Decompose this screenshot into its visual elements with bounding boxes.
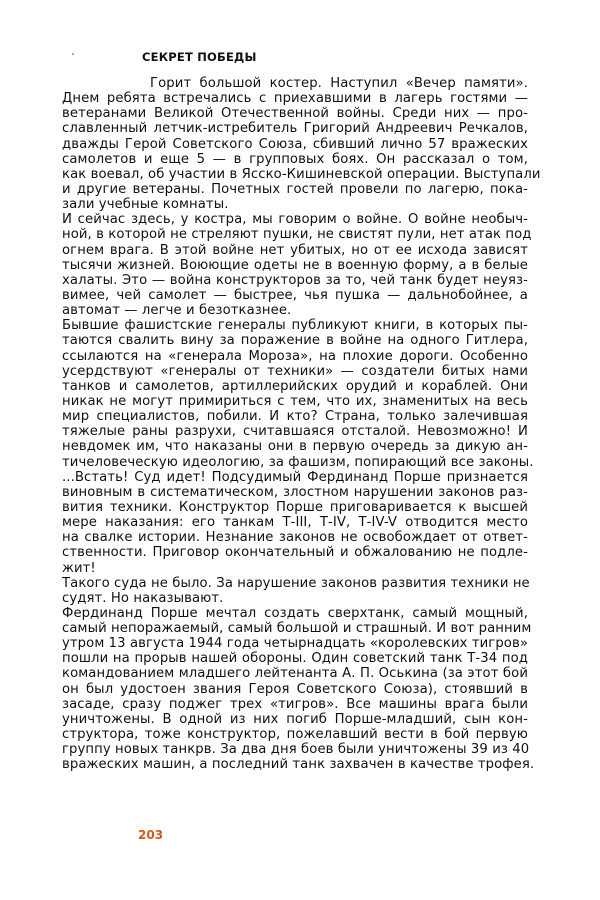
page-number: 203	[138, 828, 164, 842]
text-line: виновным в систематическом, злостном нарушении законов раз-	[62, 484, 528, 500]
text-line: на свалке истории. Незнание законов не освобождает от ответ-	[62, 530, 528, 546]
text-line: как воевал, об участии в Ясско-Кишиневской операции. Выступали	[62, 166, 541, 182]
text-line: структора, тоже конструктор, пожелавший вести в бой первую	[62, 727, 528, 743]
text-line: пошли на прорыв нашей обороны. Один советский танк Т-34 под	[62, 651, 528, 667]
text-line: халаты. Это — война конструкторов за то, чей танк будет неуяз-	[62, 272, 528, 288]
text-line: мир специалистов, побили. И кто? Страна, только залечившая	[62, 409, 528, 425]
text-line: самый непоражаемый, самый большой и страшный. И вот ранним	[62, 621, 532, 637]
text-line: ной, в которой не стреляют пушки, не свистят пули, нет атак под	[62, 227, 532, 243]
text-line: он был удостоен звания Героя Советского Союза), стоявший в	[62, 681, 528, 697]
text-line: судят. Но наказывают.	[62, 590, 224, 606]
text-line: мере наказания: его танкам Т-III, Т-IV, Т-IV-V отводится место	[62, 515, 528, 531]
text-line: зали учебные комнаты.	[62, 197, 229, 213]
text-line: ственности. Приговор окончательный и обжалованию не подле-	[62, 545, 528, 561]
text-line: ссылаются на «генерала Мороза», на плохие дороги. Особенно	[62, 348, 528, 364]
text-line: дважды Герой Советского Союза, сбивший лично 57 вражеских	[62, 136, 528, 152]
text-line: Фердинанд Порше мечтал создать сверхтанк, самый мощный,	[62, 605, 528, 621]
text-line: и другие ветераны. Почетных гостей провели по лагерю, пока-	[62, 181, 528, 197]
text-line: вития техники. Конструктор Порше приговаривается к высшей	[62, 499, 528, 515]
text-line: тысячи жизней. Воюющие одеты не в военную форму, а в белые	[62, 257, 528, 273]
paragraph	[62, 76, 541, 213]
text-line: тичеловеческую идеологию, за фашизм, попирающий все законы.	[62, 454, 534, 470]
text-line: усердствуют «генералы от техники» — создатели битых нами	[62, 363, 528, 379]
text-line: командованием младшего лейтенанта А. П. Оськина (за этот бой	[62, 666, 528, 682]
text-line: никак не могут примириться с тем, что их, знаменитых на весь	[62, 393, 528, 409]
paragraph	[62, 605, 535, 773]
text-line: невдомек им, что наказаны они в первую очередь за дикую ан-	[62, 439, 528, 455]
paragraph	[62, 318, 534, 470]
text-line: уничтожены. В одной из них погиб Порше-младший, сын кон-	[62, 711, 528, 727]
text-line: Днем ребята встречались с приехавшими в лагерь гостями —	[62, 91, 528, 107]
text-line: засаде, сразу поджег трех «тигров». Все машины врага были	[62, 696, 528, 712]
body-text	[62, 76, 541, 773]
text-line: огнем врага. В этой войне нет убитых, но от ее исхода зависят	[62, 242, 528, 258]
text-line: жит!	[62, 560, 96, 576]
text-line: И сейчас здесь, у костра, мы говорим о войне. О войне необыч-	[62, 212, 528, 228]
text-line: вражеских машин, а последний танк захвачен в качестве трофея.	[62, 757, 535, 773]
text-line: славленный летчик-истребитель Григорий Андреевич Речкалов,	[62, 121, 528, 137]
text-line: автомат — легче и безотказнее.	[62, 303, 292, 319]
text-line: группу новых танкрв. За два дня боев были уничтожены 39 из 40	[62, 742, 530, 758]
paragraph	[62, 212, 532, 319]
paragraph	[62, 576, 528, 606]
text-line: таются свалить вину за поражение в войне на одного Гитлера,	[62, 333, 528, 349]
text-line: вимее, чей самолет — быстрее, чья пушка — дальнобойнее, а	[62, 287, 528, 303]
running-title: СЕКРЕТ ПОБЕДЫ	[142, 50, 257, 64]
text-line: Бывшие фашистские генералы публикуют книги, в которых пы-	[62, 318, 528, 334]
text-line: ветеранами Великой Отечественной войны. Среди них — про-	[62, 106, 528, 122]
text-line: Такого суда не было. За нарушение законов развития техники не	[62, 575, 530, 591]
text-line: утром 13 августа 1944 года четырнадцать «королевских тигров»	[62, 636, 528, 652]
text-line: Горит большой костер. Наступил «Вечер памяти».	[150, 76, 528, 91]
text-line: ...Встать! Суд идет! Подсудимый Фердинанд Порше признается	[62, 469, 528, 485]
text-line: танков и самолетов, артиллерийских орудий и кораблей. Они	[62, 378, 528, 394]
text-line: самолетов и еще 5 — в групповых боях. Он рассказал о том,	[62, 151, 528, 167]
paragraph	[62, 470, 528, 576]
text-line: тяжелые раны разрухи, считавшаяся отсталой. Невозможно! И	[62, 424, 528, 440]
scan-speck	[72, 53, 74, 55]
